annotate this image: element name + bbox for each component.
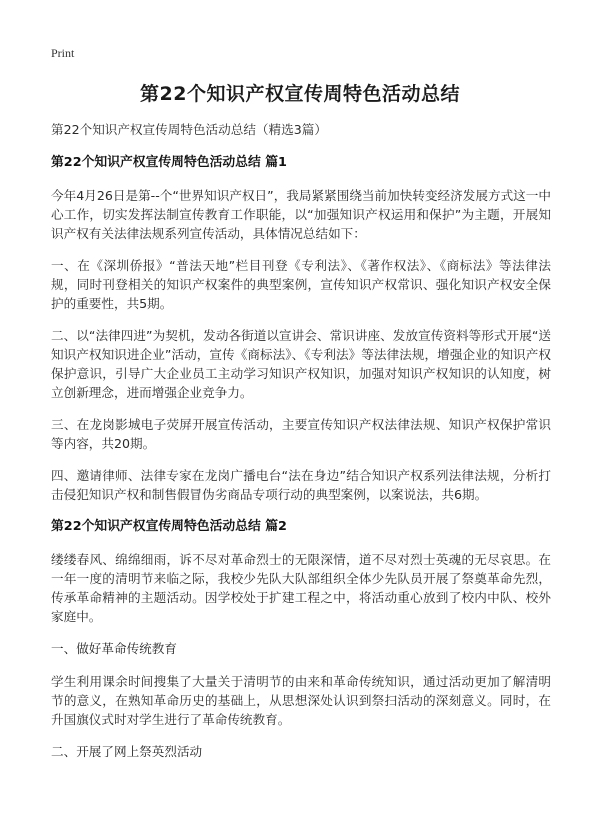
page-title: 第22个知识产权宣传周特色活动总结 (140, 83, 460, 105)
document-subtitle: 第22个知识产权宣传周特色活动总结（精选3篇） (51, 122, 327, 137)
article-2-item-1-body: 学生利用课余时间搜集了大量关于清明节的由来和革命传统知识，通过活动更加了解清明节的意义，在熟知革命历史的基础上，从思想深处认识到祭扫活动的深刻意义。同时，在升国旗仪式时对学生进行了革命传统教育。 (51, 674, 551, 727)
article-1-paragraph: 今年4月26日是第--个“世界知识产权日”，我局紧紧围绕当前加快转变经济发展方式这一中心工作，切实发挥法制宣传教育工作职能，以“加强知识产权运用和保护”为主题，开展知识产权有关法律法规系列宣传活动，具体情况总结如下： (51, 188, 551, 241)
article-1-paragraph: 四、邀请律师、法律专家在龙岗广播电台“法在身边”结合知识产权系列法律法规，分析打击侵犯知识产权和制售假冒伪劣商品专项行动的典型案例，以案说法，共6期。 (51, 468, 551, 502)
article-1-paragraph: 二、以“法律四进”为契机，发动各街道以宣讲会、常识讲座、发放宣传资料等形式开展“送知识产权知识进企业”活动，宣传《商标法》、《专利法》等法律法规，增强企业的知识产权保护意识，引导广大企业员工主动学习知识产权知识，加强对知识产权知识的认知度，树立创新理念，进而增强企业竞争力。 (51, 328, 551, 400)
article-2-intro: 缕缕春风、绵绵细雨，诉不尽对革命烈士的无限深情，道不尽对烈士英魂的无尽哀思。在一年一度的清明节来临之际，我校少先队大队部组织全体少先队员开展了祭奠革命先烈，传承革命精神的主题活动。因学校处于扩建工程之中，将活动重心放到了校内中队、校外家庭中。 (51, 552, 551, 624)
document-body (51, 120, 551, 775)
article-2-item-1-heading: 一、做好革命传统教育 (51, 641, 177, 656)
print-label: Print (51, 46, 75, 60)
article-1-paragraph: 一、在《深圳侨报》“普法天地”栏目刊登《专利法》、《著作权法》、《商标法》等法律法规，同时刊登相关的知识产权案件的典型案例，宣传知识产权常识、强化知识产权安全保护的重要性，共5期。 (51, 258, 551, 311)
article-2 (51, 517, 551, 761)
article-1 (51, 153, 551, 504)
article-2-item-2-heading: 二、开展了网上祭英烈活动 (51, 744, 203, 759)
article-1-heading: 第22个知识产权宣传周特色活动总结 篇1 (51, 155, 287, 170)
article-2-heading: 第22个知识产权宣传周特色活动总结 篇2 (51, 519, 287, 534)
article-1-paragraph: 三、在龙岗影城电子荧屏开展宣传活动，主要宣传知识产权法律法规、知识产权保护常识等内容，共20期。 (51, 417, 551, 451)
